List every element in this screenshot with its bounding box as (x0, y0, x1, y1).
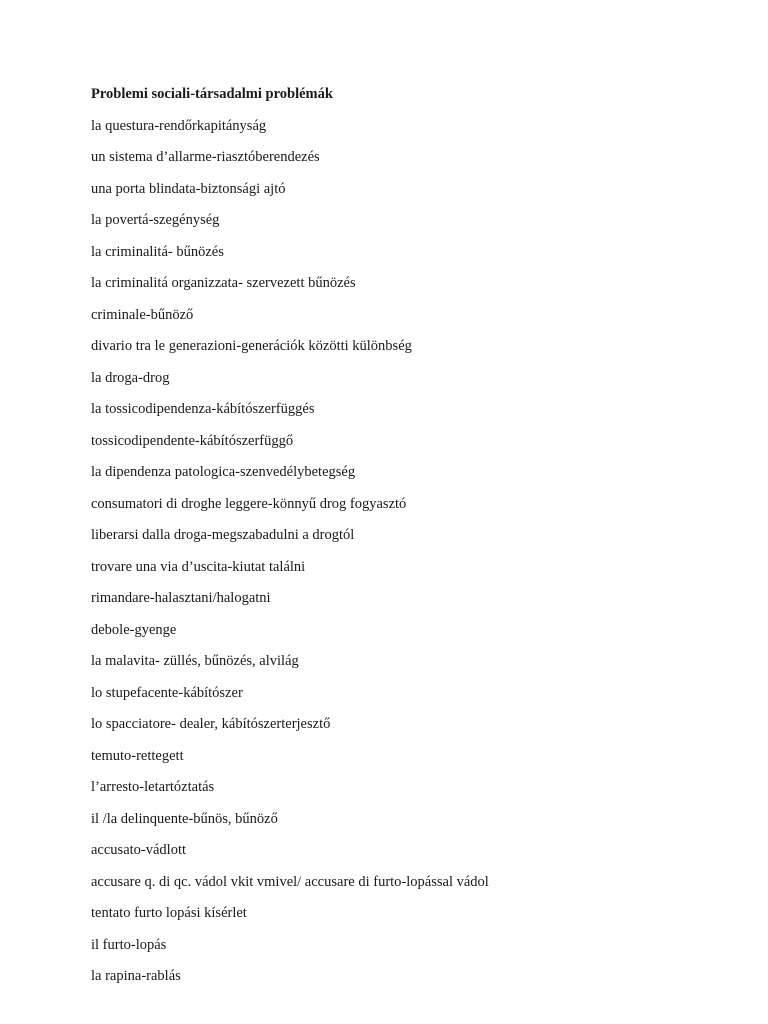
vocabulary-line: la tossicodipendenza-kábítószerfüggés (91, 401, 315, 417)
vocabulary-line: rimandare-halasztani/halogatni (91, 590, 271, 606)
vocabulary-line: la povertá-szegénység (91, 212, 220, 228)
vocabulary-line: lo spacciatore- dealer, kábítószerterjesztő (91, 716, 331, 732)
vocabulary-line: la droga-drog (91, 369, 170, 386)
vocabulary-line: debole-gyenge (91, 621, 177, 638)
vocabulary-line: una porta blindata-biztonsági ajtó (91, 180, 286, 197)
vocabulary-line: criminale-bűnöző (91, 306, 194, 323)
vocabulary-line: il /la delinquente-bűnös, bűnöző (91, 810, 278, 827)
vocabulary-line: trovare una via d’uscita-kiutat találni (91, 558, 306, 575)
vocabulary-line: un sistema d’allarme-riasztóberendezés (91, 149, 320, 165)
vocabulary-line: temuto-rettegett (91, 747, 184, 764)
vocabulary-line: liberarsi dalla droga-megszabadulni a drogtól (91, 527, 355, 543)
vocabulary-line: la dipendenza patologica-szenvedélybetegség (91, 464, 356, 480)
document-body (91, 84, 731, 998)
vocabulary-line: la questura-rendőrkapitányság (91, 117, 267, 134)
vocabulary-line: accusato-vádlott (91, 842, 187, 858)
vocabulary-line: consumatori di droghe leggere-könnyű drog fogyasztó (91, 495, 407, 512)
vocabulary-line: la criminalitá organizzata- szervezett bűnözés (91, 275, 356, 291)
vocabulary-line: tossicodipendente-kábítószerfüggő (91, 432, 294, 449)
vocabulary-line: lo stupefacente-kábítószer (91, 684, 243, 701)
vocabulary-line: tentato furto lopási kísérlet (91, 905, 247, 921)
vocabulary-line: la rapina-rablás (91, 968, 181, 984)
vocabulary-list (91, 116, 731, 998)
vocabulary-line: accusare q. di qc. vádol vkit vmivel/ accusare di furto-lopással vádol (91, 873, 489, 890)
vocabulary-line: l’arresto-letartóztatás (91, 779, 215, 795)
vocabulary-line: la malavita- züllés, bűnözés, alvilág (91, 653, 299, 669)
vocabulary-line: la criminalitá- bűnözés (91, 243, 224, 260)
vocabulary-line: divario tra le generazioni-generációk közötti különbség (91, 338, 412, 354)
vocabulary-line: il furto-lopás (91, 936, 167, 953)
document-title: Problemi sociali-társadalmi problémák (91, 86, 333, 102)
